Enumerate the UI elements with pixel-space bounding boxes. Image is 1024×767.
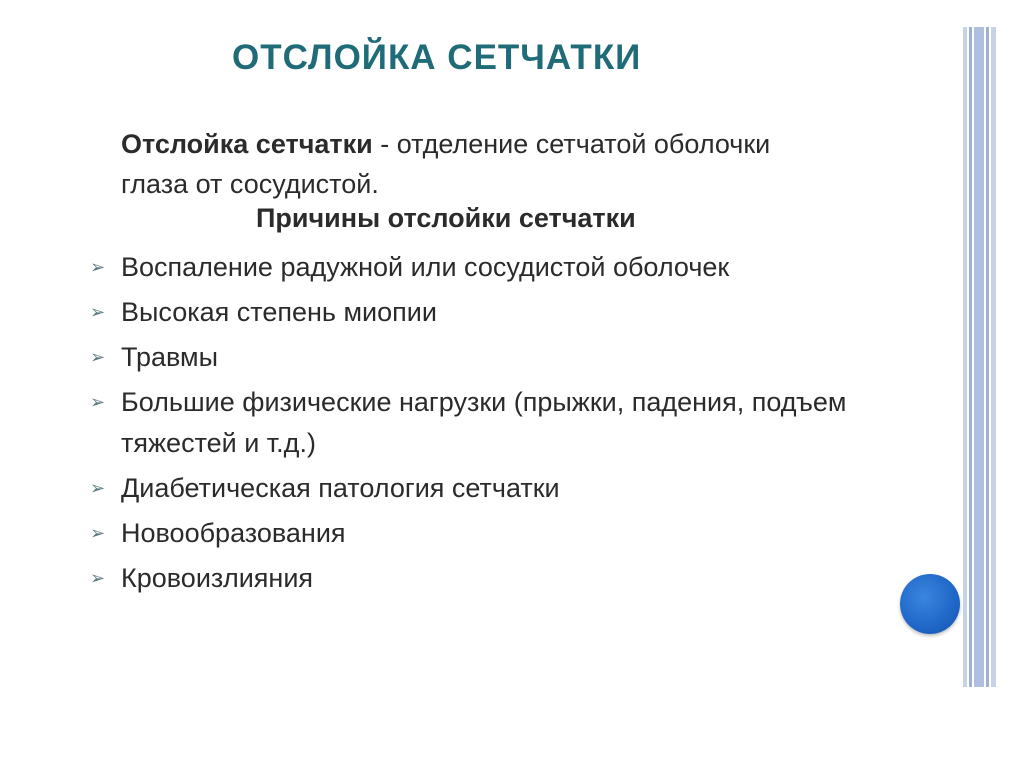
cause-item [90,468,910,509]
causes-list [90,247,910,603]
cause-item [90,337,910,378]
decorative-side-border [963,27,996,687]
causes-heading: Причины отслойки сетчатки [256,203,636,233]
cause-item [90,513,910,554]
cause-item [90,247,910,288]
cause-text: Большие физические нагрузки (прыжки, падения, подъем тяжестей и т.д.) [121,387,847,458]
arrow-bullet-icon: ➢ [90,392,106,412]
border-stripe [986,27,989,687]
slide-title: ОТСЛОЙКА СЕТЧАТКИ [232,38,642,77]
cause-item [90,292,910,333]
arrow-bullet-icon: ➢ [90,478,106,498]
border-stripe [974,27,984,687]
cause-text: Травмы [121,342,219,372]
definition-paragraph [121,124,821,204]
cause-item [90,558,910,599]
cause-text: Высокая степень миопии [121,297,437,327]
border-stripe [963,27,967,687]
arrow-bullet-icon: ➢ [90,302,106,322]
border-stripe [991,27,996,687]
arrow-bullet-icon: ➢ [90,347,106,367]
arrow-bullet-icon: ➢ [90,568,106,588]
cause-text: Кровоизлияния [121,563,314,593]
blue-circle-icon [900,574,960,634]
arrow-bullet-icon: ➢ [90,523,106,543]
border-stripe [969,27,972,687]
cause-text: Диабетическая патология сетчатки [121,473,560,503]
cause-item [90,382,910,464]
definition-term: Отслойка сетчатки [121,129,373,159]
definition-text: - отделение сетчатой оболочки глаза от сосудистой. [121,129,771,199]
arrow-bullet-icon: ➢ [90,257,106,277]
cause-text: Новообразования [121,518,346,548]
cause-text: Воспаление радужной или сосудистой оболочек [121,252,730,282]
